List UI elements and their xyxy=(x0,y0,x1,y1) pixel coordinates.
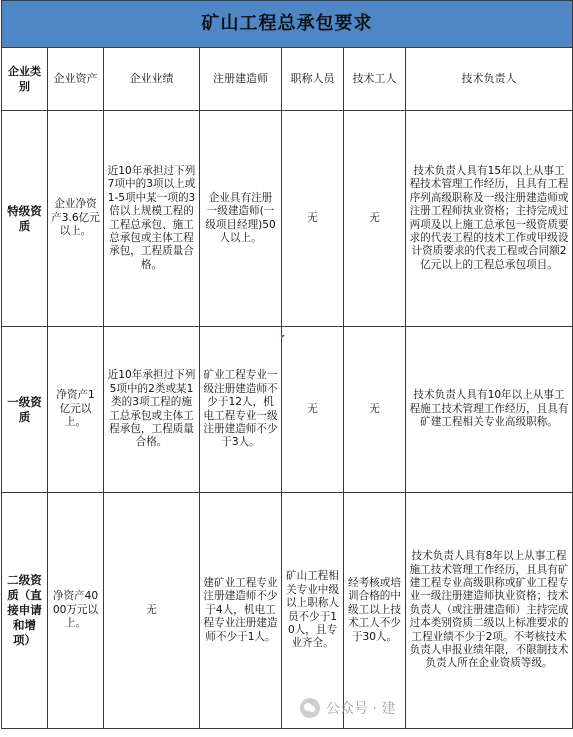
header-tech-lead: 技术负责人 xyxy=(406,48,573,111)
row-performance: 近10年承担过下列7项中的3项以上或1-5项中某一项的3倍以上规模工程的工程总承包、施工总承包或主体工程承包，工程质量合格。 xyxy=(104,111,200,327)
row-tech-lead: 技术负责人具有8年以上从事工程施工技术管理工作经历，且具有矿建工程专业高级职称或矿业工程专业一级注册建造师执业资格；技术负责人（或注册建造师）主持完成过本类别资质二级以上标准要求的工程业绩不少于2项。不考核技术负责人申报业绩年限，不限制技术负责人所在企业资质等级。 xyxy=(406,493,573,729)
requirements-table xyxy=(1,0,573,729)
row-technicians: 无 xyxy=(344,111,406,327)
table-title: 矿山工程总承包要求 xyxy=(2,1,573,48)
header-titled-staff: 职称人员 xyxy=(282,48,344,111)
header-assets: 企业资产 xyxy=(48,48,104,111)
row-titled-staff: 无 xyxy=(282,111,344,327)
table-row xyxy=(2,493,573,729)
header-row xyxy=(2,48,573,111)
cell-note-indicator xyxy=(281,335,285,339)
row-category: 二级资质（直接申请和增项） xyxy=(2,493,48,729)
table-row xyxy=(2,111,573,327)
row-builders: 矿业工程专业一级注册建造师不少于12人，机电工程专业一级注册建造师不少于3人。 xyxy=(200,327,282,493)
row-performance: 近10年承担过下列5项中的2类或某1类的3项工程的施工总承包或主体工程承包，工程质量合格。 xyxy=(104,327,200,493)
row-tech-lead: 技术负责人具有10年以上从事工程施工技术管理工作经历，且具有矿建工程相关专业高级职称。 xyxy=(406,327,573,493)
row-technicians: 经考核或培训合格的中级工以上技术工人不少于30人。 xyxy=(344,493,406,729)
row-technicians: 无 xyxy=(344,327,406,493)
row-tech-lead: 技术负责人具有15年以上从事工程技术管理工作经历，且具有工程序列高级职称及一级注册建造师或注册工程师执业资格；主持完成过两项及以上施工总承包一级资质要求的代表工程的技术工作或甲级设计资质要求的代表工程或合同额2亿元以上的工程总承包项目。 xyxy=(406,111,573,327)
row-assets: 净资产1亿元以上。 xyxy=(48,327,104,493)
row-builders: 建矿业工程专业注册建造师不少于4人，机电工程专业注册建造师不少于1人。 xyxy=(200,493,282,729)
row-assets: 企业净资产3.6亿元以上。 xyxy=(48,111,104,327)
row-performance: 无 xyxy=(104,493,200,729)
row-category: 一级资质 xyxy=(2,327,48,493)
row-builders: 企业具有注册 一级建造师(一级项目经理)50人以上。 xyxy=(200,111,282,327)
table-row xyxy=(2,327,573,493)
watermark-text: 公众号 · 建 xyxy=(326,701,396,717)
header-builders: 注册建造师 xyxy=(200,48,282,111)
row-assets: 净资产4000万元以上。 xyxy=(48,493,104,729)
header-category: 企业类别 xyxy=(2,48,48,111)
row-titled-staff: 矿山工程相关专业中级以上职称人员不少于10人，且专业齐全。 xyxy=(282,493,344,729)
row-category: 特级资质 xyxy=(2,111,48,327)
header-technicians: 技术工人 xyxy=(344,48,406,111)
row-titled-staff: 无 xyxy=(282,327,344,493)
header-performance: 企业业绩 xyxy=(104,48,200,111)
